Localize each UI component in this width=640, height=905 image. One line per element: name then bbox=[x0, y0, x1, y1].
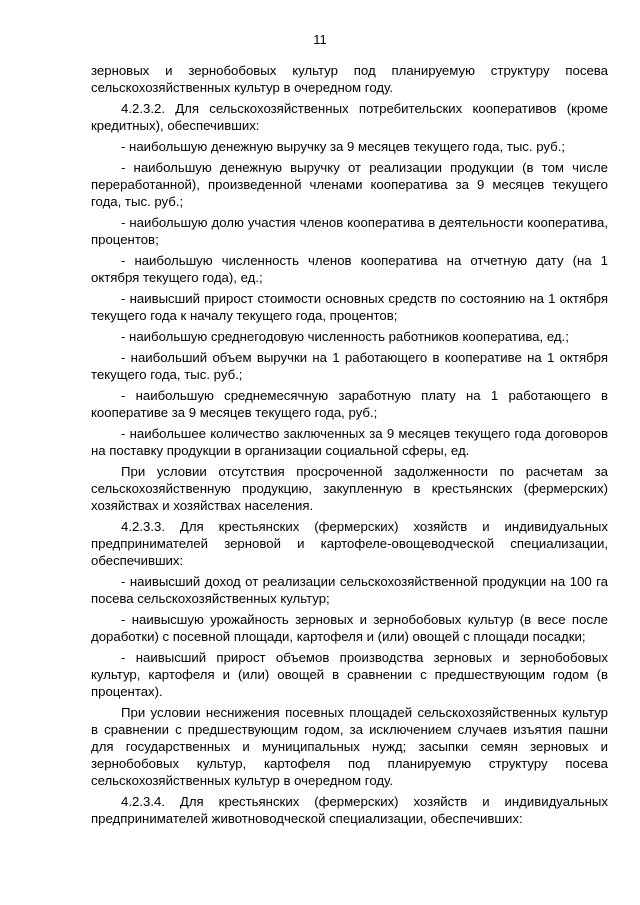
paragraph: - наивысший доход от реализации сельскохозяйственной продукции на 100 га посева сельскохозяйственных культур; bbox=[91, 574, 608, 606]
document-body bbox=[91, 62, 608, 831]
paragraph: - наибольшее количество заключенных за 9 месяцев текущего года договоров на поставку продукции в организации социальной сферы, ед. bbox=[91, 426, 608, 458]
paragraph: - наибольшую среднемесячную заработную плату на 1 работающего в кооперативе за 9 месяцев текущего года, руб.; bbox=[91, 388, 608, 420]
paragraph: - наибольшую денежную выручку от реализации продукции (в том числе переработанной), произведенной членами кооператива за 9 месяцев текущего года, тыс. руб.; bbox=[91, 160, 608, 209]
paragraph: 4.2.3.3. Для крестьянских (фермерских) хозяйств и индивидуальных предпринимателей зерновой и картофеле-овощеводческой специализации, обеспечивших: bbox=[91, 519, 608, 568]
paragraph: зерновых и зернобобовых культур под планируемую структуру посева сельскохозяйственных культур в очередном году. bbox=[91, 63, 608, 95]
paragraph: - наибольшую численность членов кооператива на отчетную дату (на 1 октября текущего года), ед.; bbox=[91, 253, 608, 285]
paragraph: - наибольшую долю участия членов кооператива в деятельности кооператива, процентов; bbox=[91, 215, 608, 247]
paragraph: - наивысший прирост объемов производства зерновых и зернобобовых культур, картофеля и (или) овощей в сравнении с предшествующим годом (в процентах). bbox=[91, 650, 608, 699]
paragraph: 4.2.3.4. Для крестьянских (фермерских) хозяйств и индивидуальных предпринимателей животноводческой специализации, обеспечивших: bbox=[91, 794, 608, 826]
paragraph: При условии неснижения посевных площадей сельскохозяйственных культур в сравнении с предшествующим годом, за исключением случаев изъятия пашни для государственных и муниципальных нужд; засыпки семян зерновых и зернобобовых культур, картофеля под планируемую структуру посева сельскохозяйственных культур в очередном году. bbox=[91, 705, 608, 788]
paragraph: - наивысшую урожайность зерновых и зернобобовых культур (в весе после доработки) с посевной площади, картофеля и (или) овощей с площади посадки; bbox=[91, 612, 608, 644]
paragraph: - наибольшую среднегодовую численность работников кооператива, ед.; bbox=[121, 329, 569, 344]
paragraph: При условии отсутствия просроченной задолженности по расчетам за сельскохозяйственную продукцию, закупленную в крестьянских (фермерских) хозяйствах и хозяйствах населения. bbox=[91, 464, 608, 513]
paragraph: 4.2.3.2. Для сельскохозяйственных потребительских кооперативов (кроме кредитных), обеспечивших: bbox=[91, 101, 608, 133]
paragraph: - наибольший объем выручки на 1 работающего в кооперативе на 1 октября текущего года, тыс. руб.; bbox=[91, 350, 608, 382]
page-number: 11 bbox=[313, 32, 327, 47]
paragraph: - наибольшую денежную выручку за 9 месяцев текущего года, тыс. руб.; bbox=[121, 139, 566, 154]
paragraph: - наивысший прирост стоимости основных средств по состоянию на 1 октября текущего года к началу текущего года, процентов; bbox=[91, 291, 608, 323]
